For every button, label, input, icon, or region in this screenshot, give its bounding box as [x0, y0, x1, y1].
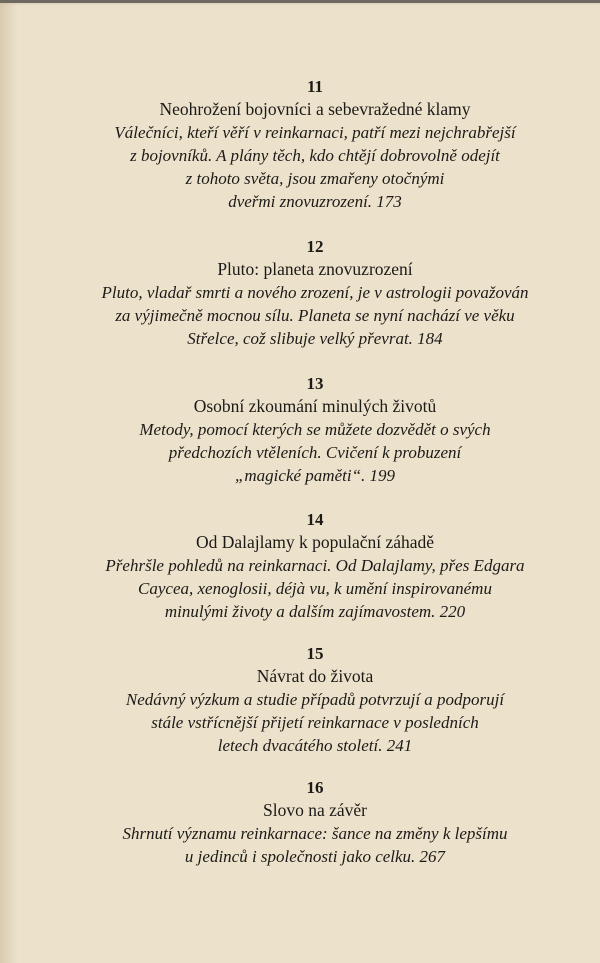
description-line: minulými životy a dalším zajímavostem. 220: [164, 602, 466, 621]
toc-entry-13: [50, 373, 580, 487]
description-line: letech dvacátého století. 241: [217, 736, 413, 755]
description-line: dveřmi znovuzrození. 173: [228, 192, 402, 211]
chapter-title: Návrat do života: [256, 666, 374, 686]
description-line: „magické paměti“. 199: [234, 466, 396, 485]
toc-entry-11: [50, 76, 580, 213]
chapter-description: [50, 418, 580, 487]
description-line: Shrnutí významu reinkarnace: šance na změny k lepšímu: [122, 824, 508, 843]
description-line: Metody, pomocí kterých se můžete dozvědět o svých: [139, 420, 491, 439]
toc-entry-15: [50, 643, 580, 757]
chapter-number: 11: [306, 77, 324, 96]
chapter-description: [50, 121, 580, 213]
description-line: Caycea, xenoglosii, déjà vu, k umění inspirovanému: [138, 579, 492, 598]
description-line: předchozích vtěleních. Cvičení k probuzení: [168, 443, 462, 462]
chapter-title: Od Dalajlamy k populační záhadě: [195, 532, 435, 552]
chapter-description: [50, 688, 580, 757]
description-line: Pluto, vladař smrti a nového zrození, je v astrologii považován: [101, 283, 529, 302]
chapter-title: Slovo na závěr: [263, 800, 367, 820]
chapter-number: 13: [306, 374, 324, 393]
description-line: u jedinců i společnosti jako celku. 267: [184, 847, 446, 866]
page-edge-line: [0, 0, 600, 3]
toc-entry-12: [50, 236, 580, 350]
chapter-number: 16: [306, 778, 324, 797]
description-line: stále vstřícnější přijetí reinkarnace v posledních: [151, 713, 479, 732]
chapter-description: [50, 554, 580, 623]
toc-entry-16: [50, 777, 580, 868]
description-line: z bojovníků. A plány těch, kdo chtějí dobrovolně odejít: [130, 146, 500, 165]
description-line: z tohoto světa, jsou zmařeny otočnými: [185, 169, 445, 188]
chapter-title: Osobní zkoumání minulých životů: [193, 396, 437, 416]
toc-entry-14: [50, 509, 580, 623]
description-line: za výjimečně mocnou sílu. Planeta se nyní nachází ve věku: [115, 306, 515, 325]
chapter-number: 14: [306, 510, 324, 529]
chapter-title: Pluto: planeta znovuzrození: [217, 259, 413, 279]
chapter-description: [50, 822, 580, 868]
chapter-title: Neohrožení bojovníci a sebevražedné klamy: [159, 99, 471, 119]
description-line: Nedávný výzkum a studie případů potvrzují a podporují: [125, 690, 505, 709]
description-line: Přehršle pohledů na reinkarnaci. Od Dalajlamy, přes Edgara: [105, 556, 525, 575]
chapter-number: 15: [306, 644, 324, 663]
chapter-description: [50, 281, 580, 350]
description-line: Střelce, což slibuje velký převrat. 184: [187, 329, 443, 348]
description-line: Válečníci, kteří věří v reinkarnaci, patří mezi nejchrabřejší: [114, 123, 516, 142]
chapter-number: 12: [306, 237, 324, 256]
